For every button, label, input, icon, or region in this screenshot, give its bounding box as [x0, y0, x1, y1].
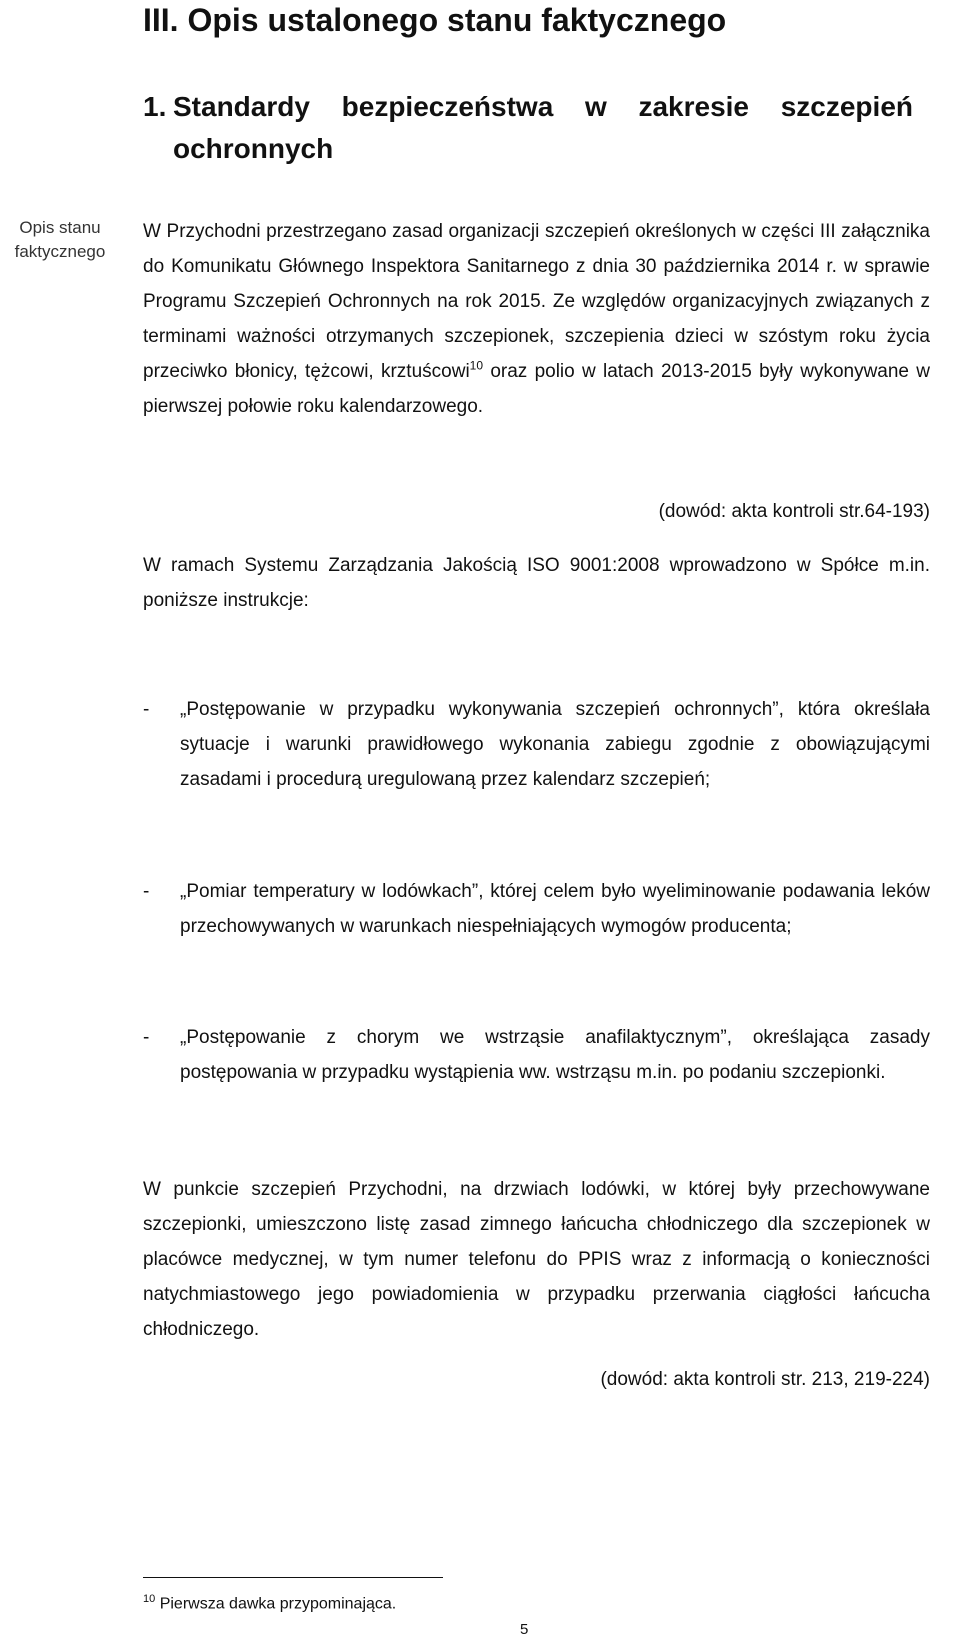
page-number: 5: [520, 1621, 529, 1638]
list-item: [143, 692, 930, 797]
subsection-title-line1: Standardy bezpieczeństwa w zakresie szczepień: [173, 91, 913, 122]
list-dash: -: [143, 699, 150, 720]
evidence-note-1: (dowód: akta kontroli str.64-193): [658, 501, 930, 522]
footnote-separator: [143, 1577, 443, 1578]
list-dash: -: [143, 881, 150, 902]
list-item-text: „Postępowanie z chorym we wstrząsie anafilaktycznym”, określająca zasady postępowania w przypadku wystąpienia ww. wstrząsu m.in. po podaniu szczepionki.: [180, 1027, 930, 1083]
list-item: [143, 1020, 930, 1090]
margin-note: Opis stanu faktycznego: [14, 218, 106, 261]
footnote-ref[interactable]: 10: [469, 358, 484, 373]
list-item: [143, 874, 930, 944]
footnote: [143, 1587, 396, 1616]
paragraph-cold-chain: W punkcie szczepień Przychodni, na drzwiach lodówki, w której były przechowywane szczepionki, umieszczono listę zasad zimnego łańcucha chłodniczego dla szczepionek w placówce medycznej, w tym numer telefonu do PPIS wraz z informacją o konieczności natychmiastowego jego powiadomienia w przypadku przerwania ciągłości łańcucha chłodniczego.: [143, 1179, 930, 1340]
list-item-text: „Postępowanie w przypadku wykonywania szczepień ochronnych”, która określała sytuacje i warunki prawidłowego wykonania zabiegu zgodnie z obowiązującymi zasadami i procedurą uregulowaną przez kalendarz szczepień;: [180, 699, 930, 790]
subsection-title-line2: ochronnych: [173, 133, 334, 164]
subsection-number: 1.: [143, 91, 167, 122]
paragraph-intro: W Przychodni przestrzegano zasad organizacji szczepień określonych w części III załącznika do Komunikatu Głównego Inspektora Sanitarnego z dnia 30 października 2014 r. w sprawie Programu Szczepień Ochronnych na rok 2015. Ze względów organizacyjnych związanych z terminami ważności otrzymanych szczepionek, szczepienia dzieci w szóstym roku życia przeciwko błonicy, tężcowi, krztuścowi$^{10}$ oraz polio w latach 2013-2015 były wykonywane w pierwszej połowie roku kalendarzowego.: [143, 221, 931, 417]
list-item-text: „Pomiar temperatury w lodówkach”, której celem było wyeliminowanie podawania leków przechowywanych w warunkach niespełniających wymogów producenta;: [180, 881, 930, 937]
section-title: III. Opis ustalonego stanu faktycznego: [143, 2, 727, 38]
subsection-heading: [143, 86, 930, 170]
footnote-text: Pierwsza dawka przypominająca.: [155, 1595, 397, 1613]
evidence-note-2: (dowód: akta kontroli str. 213, 219-224): [600, 1369, 930, 1390]
paragraph-iso: W ramach Systemu Zarządzania Jakością ISO 9001:2008 wprowadzono w Spółce m.in. poniższe instrukcje:: [143, 555, 930, 611]
footnote-number: 10: [143, 1593, 156, 1605]
list-dash: -: [143, 1027, 150, 1048]
